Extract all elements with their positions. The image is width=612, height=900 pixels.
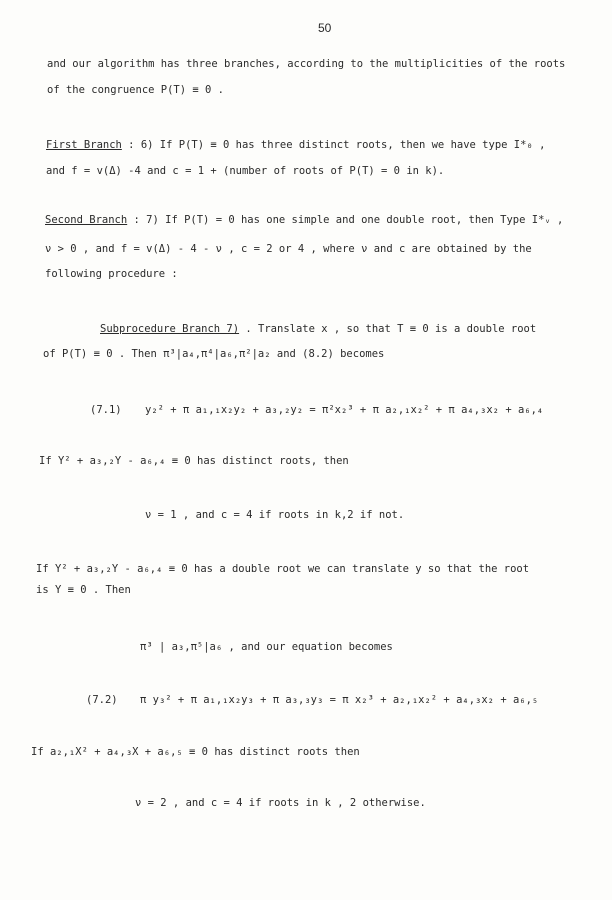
divisibility-line: π³ | a₃,π⁵|a₆ , and our equation becomes [140,641,393,653]
equation-label: (7.2) [86,694,118,706]
paragraph-line: of P(T) ≡ 0 . Then π³|a₄,π⁴|a₆,π²|a₂ and (8.2) becomes [43,348,385,360]
first-branch-heading: First Branch [46,139,122,151]
paragraph-line: and f = v(Δ) -4 and c = 1 + (number of roots of P(T) = 0 in k). [46,165,445,177]
paragraph-line: ν > 0 , and f = v(Δ) - 4 - ν , c = 2 or 4 , where ν and c are obtained by the [45,243,532,255]
equation-7-2: π y₃² + π a₁,₁x₂y₃ + π a₃,₃y₃ = π x₂³ + a₂,₁x₂² + a₄,₃x₂ + a₆,₅ [140,694,539,706]
condition-line: If a₂,₁X² + a₄,₃X + a₆,₅ ≡ 0 has distinct roots then [31,746,360,758]
condition-line: If Y² + a₃,₂Y - a₆,₄ ≡ 0 has a double root we can translate y so that the root [36,563,530,575]
condition-line: If Y² + a₃,₂Y - a₆,₄ ≡ 0 has distinct roots, then [39,455,349,467]
first-branch-text: : 6) If P(T) ≡ 0 has three distinct roots, then we have type I*₀ , [121,139,546,151]
equation-7-1: y₂² + π a₁,₁x₂y₂ + a₃,₂y₂ = π²x₂³ + π a₂,₁x₂² + π a₄,₃x₂ + a₆,₄ [145,404,544,416]
second-branch-text: : 7) If P(T) = 0 has one simple and one double root, then Type I*ᵥ , [127,214,564,226]
second-branch-heading: Second Branch [45,214,128,226]
second-branch-line [45,214,563,226]
equation-label: (7.1) [90,404,122,416]
subprocedure-line [100,323,536,335]
page-number: 50 [318,21,332,35]
subprocedure-heading: Subprocedure Branch 7) [100,323,240,335]
first-branch-line [46,139,545,151]
result-line: ν = 1 , and c = 4 if roots in k,2 if not. [145,509,405,521]
paragraph-line: following procedure : [45,268,178,280]
condition-line: is Y ≡ 0 . Then [36,584,131,596]
paragraph-line: and our algorithm has three branches, according to the multiplicities of the roots [47,58,566,70]
paragraph-line: of the congruence P(T) ≡ 0 . [47,84,225,96]
subprocedure-text: . Translate x , so that T ≡ 0 is a double root [239,323,537,335]
result-line: ν = 2 , and c = 4 if roots in k , 2 otherwise. [135,797,426,809]
